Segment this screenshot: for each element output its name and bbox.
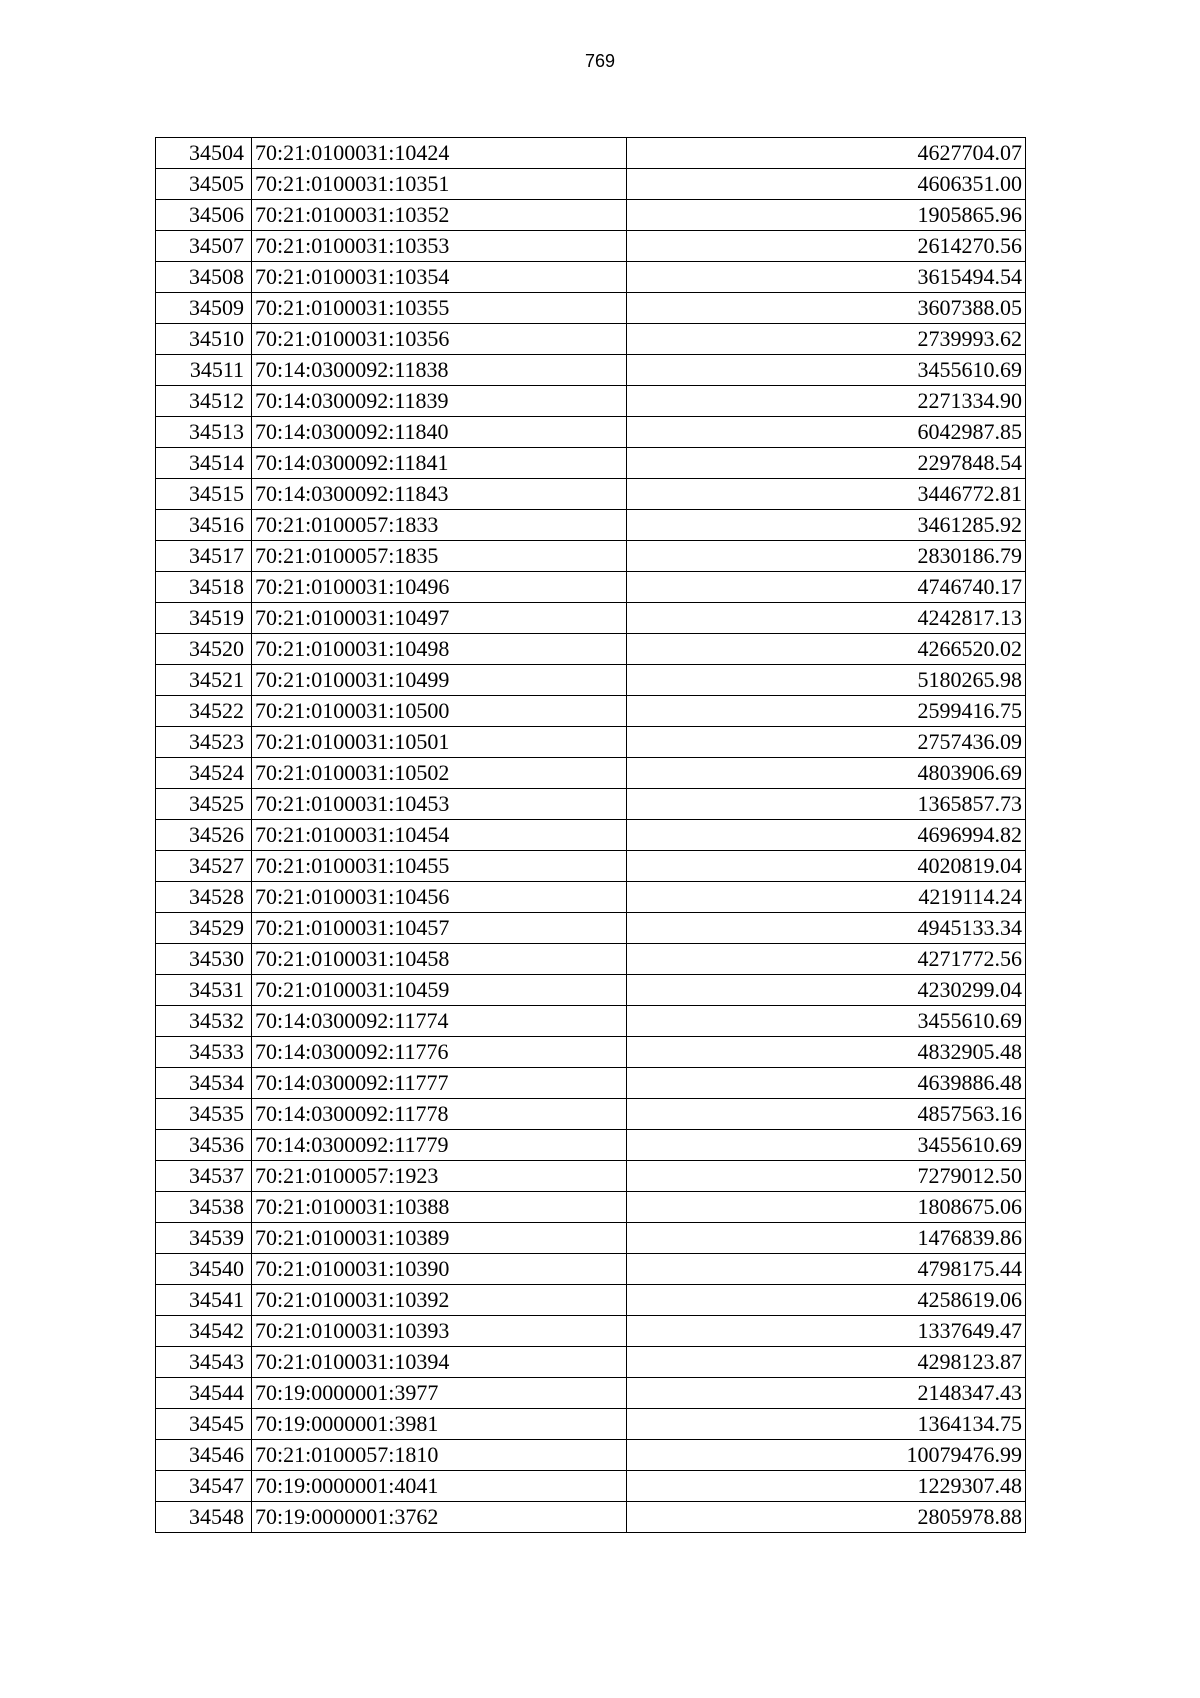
value-cell: 2271334.90 (627, 386, 1026, 417)
row-number-cell: 34545 (156, 1409, 252, 1440)
table-row (156, 200, 1026, 231)
cadastral-number-cell: 70:21:0100031:10393 (252, 1316, 627, 1347)
table-row (156, 231, 1026, 262)
row-number-cell: 34514 (156, 448, 252, 479)
table-row (156, 665, 1026, 696)
row-number-cell: 34512 (156, 386, 252, 417)
table-row (156, 479, 1026, 510)
table-body (156, 138, 1026, 1533)
row-number-cell: 34517 (156, 541, 252, 572)
cadastral-number-cell: 70:21:0100031:10389 (252, 1223, 627, 1254)
cadastral-number-cell: 70:21:0100031:10424 (252, 138, 627, 169)
value-cell: 3455610.69 (627, 1130, 1026, 1161)
table-row (156, 634, 1026, 665)
cadastral-number-cell: 70:14:0300092:11838 (252, 355, 627, 386)
cadastral-number-cell: 70:21:0100057:1833 (252, 510, 627, 541)
cadastral-number-cell: 70:19:0000001:3762 (252, 1502, 627, 1533)
row-number-cell: 34546 (156, 1440, 252, 1471)
row-number-cell: 34521 (156, 665, 252, 696)
value-cell: 3455610.69 (627, 355, 1026, 386)
value-cell: 1337649.47 (627, 1316, 1026, 1347)
row-number-cell: 34505 (156, 169, 252, 200)
cadastral-number-cell: 70:21:0100057:1835 (252, 541, 627, 572)
table-row (156, 1223, 1026, 1254)
row-number-cell: 34525 (156, 789, 252, 820)
value-cell: 4242817.13 (627, 603, 1026, 634)
row-number-cell: 34534 (156, 1068, 252, 1099)
value-cell: 3461285.92 (627, 510, 1026, 541)
value-cell: 4219114.24 (627, 882, 1026, 913)
table-row (156, 1440, 1026, 1471)
cadastral-number-cell: 70:21:0100031:10459 (252, 975, 627, 1006)
table-row (156, 603, 1026, 634)
table-row (156, 1378, 1026, 1409)
value-cell: 2830186.79 (627, 541, 1026, 572)
cadastral-number-cell: 70:21:0100031:10354 (252, 262, 627, 293)
row-number-cell: 34526 (156, 820, 252, 851)
table-row (156, 1037, 1026, 1068)
cadastral-number-cell: 70:21:0100031:10458 (252, 944, 627, 975)
table-row (156, 169, 1026, 200)
row-number-cell: 34531 (156, 975, 252, 1006)
value-cell: 4606351.00 (627, 169, 1026, 200)
cadastral-number-cell: 70:21:0100031:10392 (252, 1285, 627, 1316)
row-number-cell: 34523 (156, 727, 252, 758)
value-cell: 3607388.05 (627, 293, 1026, 324)
table-row (156, 882, 1026, 913)
row-number-cell: 34532 (156, 1006, 252, 1037)
value-cell: 10079476.99 (627, 1440, 1026, 1471)
table-row (156, 386, 1026, 417)
row-number-cell: 34536 (156, 1130, 252, 1161)
value-cell: 2148347.43 (627, 1378, 1026, 1409)
table-row (156, 1471, 1026, 1502)
page-number: 769 (584, 51, 616, 71)
cadastral-number-cell: 70:14:0300092:11774 (252, 1006, 627, 1037)
cadastral-number-cell: 70:21:0100031:10457 (252, 913, 627, 944)
table-row (156, 975, 1026, 1006)
cadastral-number-cell: 70:14:0300092:11843 (252, 479, 627, 510)
value-cell: 7279012.50 (627, 1161, 1026, 1192)
cadastral-number-cell: 70:14:0300092:11777 (252, 1068, 627, 1099)
row-number-cell: 34529 (156, 913, 252, 944)
table-row (156, 510, 1026, 541)
cadastral-number-cell: 70:19:0000001:3981 (252, 1409, 627, 1440)
cadastral-number-cell: 70:21:0100031:10390 (252, 1254, 627, 1285)
cadastral-number-cell: 70:14:0300092:11776 (252, 1037, 627, 1068)
cadastral-number-cell: 70:14:0300092:11778 (252, 1099, 627, 1130)
row-number-cell: 34513 (156, 417, 252, 448)
value-cell: 2297848.54 (627, 448, 1026, 479)
cadastral-number-cell: 70:21:0100031:10455 (252, 851, 627, 882)
table-row (156, 572, 1026, 603)
table-row (156, 1316, 1026, 1347)
value-cell: 4945133.34 (627, 913, 1026, 944)
row-number-cell: 34527 (156, 851, 252, 882)
row-number-cell: 34542 (156, 1316, 252, 1347)
row-number-cell: 34547 (156, 1471, 252, 1502)
value-cell: 4266520.02 (627, 634, 1026, 665)
value-cell: 6042987.85 (627, 417, 1026, 448)
value-cell: 4798175.44 (627, 1254, 1026, 1285)
row-number-cell: 34506 (156, 200, 252, 231)
row-number-cell: 34533 (156, 1037, 252, 1068)
value-cell: 4020819.04 (627, 851, 1026, 882)
cadastral-number-cell: 70:21:0100057:1923 (252, 1161, 627, 1192)
table-row (156, 913, 1026, 944)
cadastral-number-cell: 70:21:0100031:10352 (252, 200, 627, 231)
value-cell: 1476839.86 (627, 1223, 1026, 1254)
row-number-cell: 34535 (156, 1099, 252, 1130)
table-row (156, 355, 1026, 386)
cadastral-number-cell: 70:21:0100031:10498 (252, 634, 627, 665)
table-row (156, 758, 1026, 789)
row-number-cell: 34522 (156, 696, 252, 727)
row-number-cell: 34539 (156, 1223, 252, 1254)
cadastral-number-cell: 70:14:0300092:11840 (252, 417, 627, 448)
value-cell: 1229307.48 (627, 1471, 1026, 1502)
table-row (156, 1192, 1026, 1223)
cadastral-number-cell: 70:21:0100031:10351 (252, 169, 627, 200)
cadastral-number-cell: 70:14:0300092:11779 (252, 1130, 627, 1161)
value-cell: 4258619.06 (627, 1285, 1026, 1316)
table-row (156, 820, 1026, 851)
cadastral-number-cell: 70:19:0000001:4041 (252, 1471, 627, 1502)
row-number-cell: 34540 (156, 1254, 252, 1285)
cadastral-value-table (155, 137, 1026, 1533)
table-row (156, 262, 1026, 293)
row-number-cell: 34528 (156, 882, 252, 913)
row-number-cell: 34518 (156, 572, 252, 603)
table-row (156, 1285, 1026, 1316)
cadastral-number-cell: 70:14:0300092:11841 (252, 448, 627, 479)
table-row (156, 1254, 1026, 1285)
table-row (156, 1161, 1026, 1192)
table-row (156, 1409, 1026, 1440)
value-cell: 1808675.06 (627, 1192, 1026, 1223)
cadastral-number-cell: 70:21:0100031:10456 (252, 882, 627, 913)
cadastral-number-cell: 70:21:0100031:10356 (252, 324, 627, 355)
row-number-cell: 34511 (156, 355, 252, 386)
value-cell: 3446772.81 (627, 479, 1026, 510)
table-row (156, 1130, 1026, 1161)
row-number-cell: 34508 (156, 262, 252, 293)
table-row (156, 1006, 1026, 1037)
value-cell: 4271772.56 (627, 944, 1026, 975)
value-cell: 4803906.69 (627, 758, 1026, 789)
row-number-cell: 34548 (156, 1502, 252, 1533)
value-cell: 3455610.69 (627, 1006, 1026, 1037)
value-cell: 5180265.98 (627, 665, 1026, 696)
row-number-cell: 34516 (156, 510, 252, 541)
table-row (156, 293, 1026, 324)
value-cell: 2757436.09 (627, 727, 1026, 758)
table-row (156, 541, 1026, 572)
value-cell: 2614270.56 (627, 231, 1026, 262)
value-cell: 4696994.82 (627, 820, 1026, 851)
cadastral-number-cell: 70:21:0100031:10499 (252, 665, 627, 696)
table-row (156, 324, 1026, 355)
table-row (156, 944, 1026, 975)
row-number-cell: 34520 (156, 634, 252, 665)
table-row (156, 1099, 1026, 1130)
table-row (156, 138, 1026, 169)
cadastral-number-cell: 70:21:0100031:10453 (252, 789, 627, 820)
table-row (156, 696, 1026, 727)
cadastral-number-cell: 70:21:0100031:10355 (252, 293, 627, 324)
table-row (156, 1347, 1026, 1378)
table-row (156, 789, 1026, 820)
table-row (156, 417, 1026, 448)
table-row (156, 727, 1026, 758)
table-row (156, 448, 1026, 479)
table-row (156, 1068, 1026, 1099)
cadastral-number-cell: 70:21:0100057:1810 (252, 1440, 627, 1471)
value-cell: 2805978.88 (627, 1502, 1026, 1533)
cadastral-number-cell: 70:21:0100031:10501 (252, 727, 627, 758)
value-cell: 1365857.73 (627, 789, 1026, 820)
cadastral-number-cell: 70:21:0100031:10454 (252, 820, 627, 851)
cadastral-number-cell: 70:21:0100031:10388 (252, 1192, 627, 1223)
cadastral-number-cell: 70:21:0100031:10496 (252, 572, 627, 603)
cadastral-number-cell: 70:21:0100031:10497 (252, 603, 627, 634)
row-number-cell: 34507 (156, 231, 252, 262)
value-cell: 4746740.17 (627, 572, 1026, 603)
cadastral-number-cell: 70:14:0300092:11839 (252, 386, 627, 417)
table-row (156, 1502, 1026, 1533)
value-cell: 2739993.62 (627, 324, 1026, 355)
row-number-cell: 34543 (156, 1347, 252, 1378)
value-cell: 4857563.16 (627, 1099, 1026, 1130)
row-number-cell: 34524 (156, 758, 252, 789)
value-cell: 4230299.04 (627, 975, 1026, 1006)
row-number-cell: 34537 (156, 1161, 252, 1192)
cadastral-number-cell: 70:21:0100031:10394 (252, 1347, 627, 1378)
table-row (156, 851, 1026, 882)
cadastral-number-cell: 70:21:0100031:10500 (252, 696, 627, 727)
value-cell: 1905865.96 (627, 200, 1026, 231)
value-cell: 4639886.48 (627, 1068, 1026, 1099)
value-cell: 3615494.54 (627, 262, 1026, 293)
cadastral-number-cell: 70:21:0100031:10353 (252, 231, 627, 262)
cadastral-number-cell: 70:19:0000001:3977 (252, 1378, 627, 1409)
row-number-cell: 34515 (156, 479, 252, 510)
row-number-cell: 34509 (156, 293, 252, 324)
value-cell: 2599416.75 (627, 696, 1026, 727)
row-number-cell: 34538 (156, 1192, 252, 1223)
row-number-cell: 34519 (156, 603, 252, 634)
row-number-cell: 34544 (156, 1378, 252, 1409)
value-cell: 4298123.87 (627, 1347, 1026, 1378)
value-cell: 1364134.75 (627, 1409, 1026, 1440)
row-number-cell: 34541 (156, 1285, 252, 1316)
row-number-cell: 34510 (156, 324, 252, 355)
cadastral-number-cell: 70:21:0100031:10502 (252, 758, 627, 789)
row-number-cell: 34504 (156, 138, 252, 169)
row-number-cell: 34530 (156, 944, 252, 975)
value-cell: 4627704.07 (627, 138, 1026, 169)
value-cell: 4832905.48 (627, 1037, 1026, 1068)
